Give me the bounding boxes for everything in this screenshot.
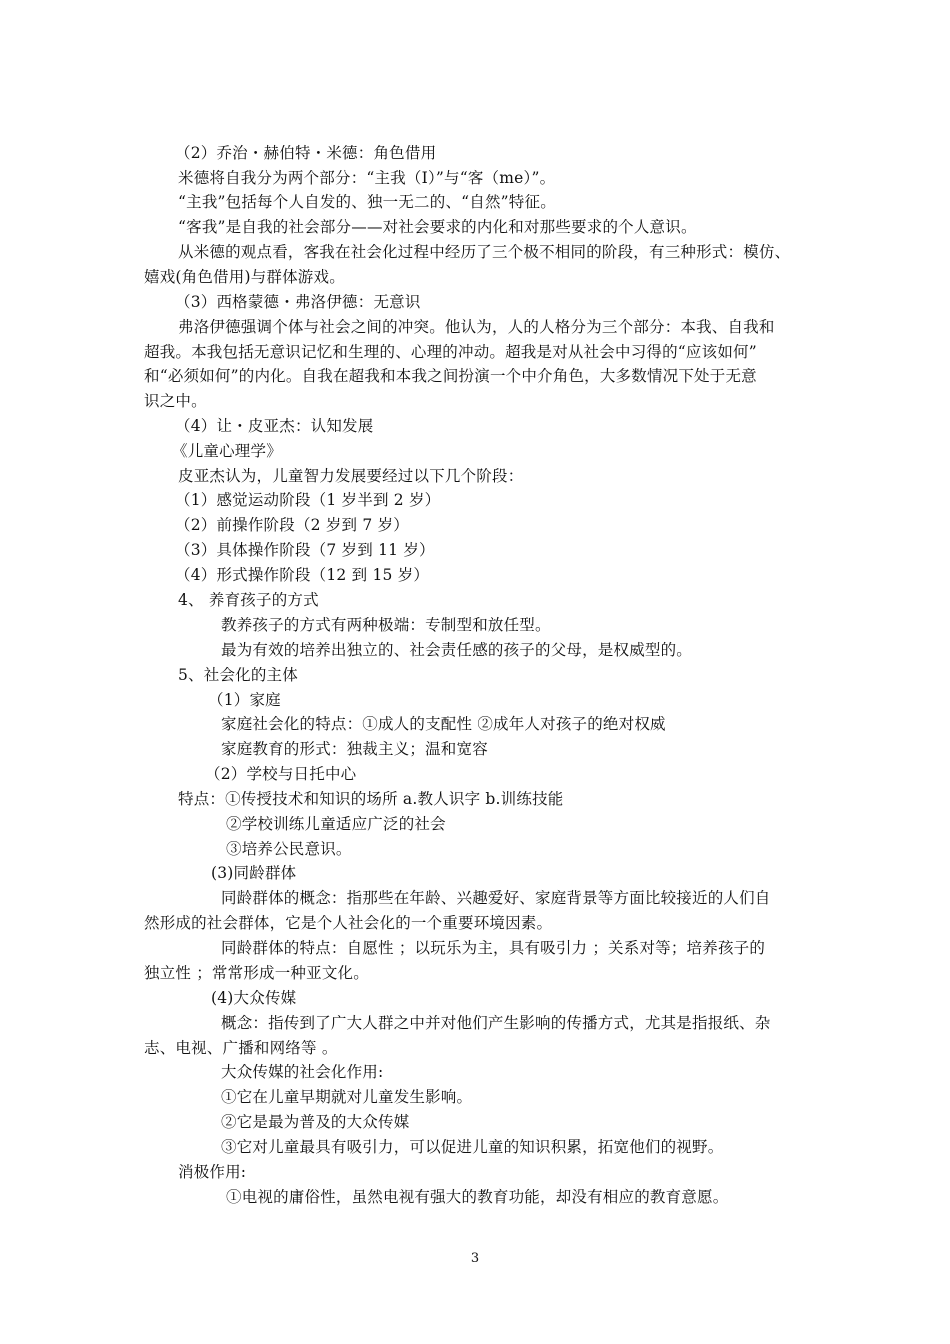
text-line: “客我”是自我的社会部分——对社会要求的内化和对那些要求的个人意识。 [178, 218, 697, 236]
text-line: 识之中。 [144, 392, 207, 410]
text-line: 弗洛伊德强调个体与社会之间的冲突。他认为，人的人格分为三个部分：本我、自我和 [178, 318, 775, 336]
text-line: （4）让・皮亚杰：认知发展 [175, 417, 374, 435]
text-line: ③培养公民意识。 [226, 840, 352, 858]
text-line: 教养孩子的方式有两种极端：专制型和放任型。 [221, 616, 551, 634]
text-line: (4)大众传媒 [211, 989, 297, 1007]
page-number: 3 [470, 1251, 480, 1266]
text-line: （1）家庭 [208, 691, 281, 709]
text-line: （2）乔治・赫伯特・米德：角色借用 [175, 144, 437, 162]
text-line: 消极作用: [178, 1163, 247, 1181]
text-line: 和“必须如何”的内化。自我在超我和本我之间扮演一个中介角色，大多数情况下处于无意 [144, 367, 757, 385]
text-line: 大众传媒的社会化作用: [221, 1063, 384, 1081]
text-line: ①它在儿童早期就对儿童发生影响。 [221, 1088, 473, 1106]
text-line: 志、电视、广播和网络等 。 [144, 1039, 338, 1057]
text-line: 同龄群体的概念：指那些在年龄、兴趣爱好、家庭背景等方面比较接近的人们自 [221, 889, 771, 907]
text-line: 特点：①传授技术和知识的场所 a.教人识字 b.训练技能 [178, 790, 564, 808]
text-line: （2）学校与日托中心 [205, 765, 357, 783]
text-line: 然形成的社会群体，它是个人社会化的一个重要环境因素。 [144, 914, 553, 932]
text-line: 家庭社会化的特点：①成人的支配性 ②成年人对孩子的绝对权威 [221, 715, 666, 733]
text-line: ②它是最为普及的大众传媒 [221, 1113, 410, 1131]
text-line: 《儿童心理学》 [172, 442, 282, 460]
text-line: 嬉戏(角色借用)与群体游戏。 [144, 268, 345, 286]
text-line: （1）感觉运动阶段（1 岁半到 2 岁） [175, 491, 441, 509]
text-line: (3)同龄群体 [211, 864, 297, 882]
text-line: （2）前操作阶段（2 岁到 7 岁） [175, 516, 409, 534]
text-line: 皮亚杰认为，儿童智力发展要经过以下几个阶段： [178, 467, 524, 485]
text-line: 米德将自我分为两个部分：“主我（I）”与“客（me）”。 [178, 169, 556, 187]
text-line: 独立性 ；常常形成一种亚文化。 [144, 964, 369, 982]
text-line: 概念：指传到了广大人群之中并对他们产生影响的传播方式，尤其是指报纸、杂 [221, 1014, 771, 1032]
section-heading: 5、社会化的主体 [178, 666, 298, 684]
text-line: （3）具体操作阶段（7 岁到 11 岁） [175, 541, 435, 559]
text-line: ③它对儿童最具有吸引力，可以促进儿童的知识积累，拓宽他们的视野。 [221, 1138, 724, 1156]
text-line: 最为有效的培养出独立的、社会责任感的孩子的父母，是权威型的。 [221, 641, 693, 659]
text-line: 同龄群体的特点：自愿性 ；以玩乐为主，具有吸引力 ；关系对等；培养孩子的 [221, 939, 766, 957]
text-line: “主我”包括每个人自发的、独一无二的、“自然”特征。 [178, 193, 556, 211]
text-line: （3）西格蒙德・弗洛伊德：无意识 [175, 293, 421, 311]
text-line: 家庭教育的形式：独裁主义；温和宽容 [221, 740, 488, 758]
text-line: 超我。本我包括无意识记忆和生理的、心理的冲动。超我是对从社会中习得的“应该如何” [144, 343, 757, 361]
section-heading: 4、 养育孩子的方式 [178, 591, 319, 609]
text-line: （4）形式操作阶段（12 到 15 岁） [175, 566, 430, 584]
text-line: ①电视的庸俗性，虽然电视有强大的教育功能，却没有相应的教育意愿。 [226, 1188, 729, 1206]
text-line: 从米德的观点看，客我在社会化过程中经历了三个极不相同的阶段，有三种形式：模仿、 [178, 243, 791, 261]
text-line: ②学校训练儿童适应广泛的社会 [226, 815, 446, 833]
